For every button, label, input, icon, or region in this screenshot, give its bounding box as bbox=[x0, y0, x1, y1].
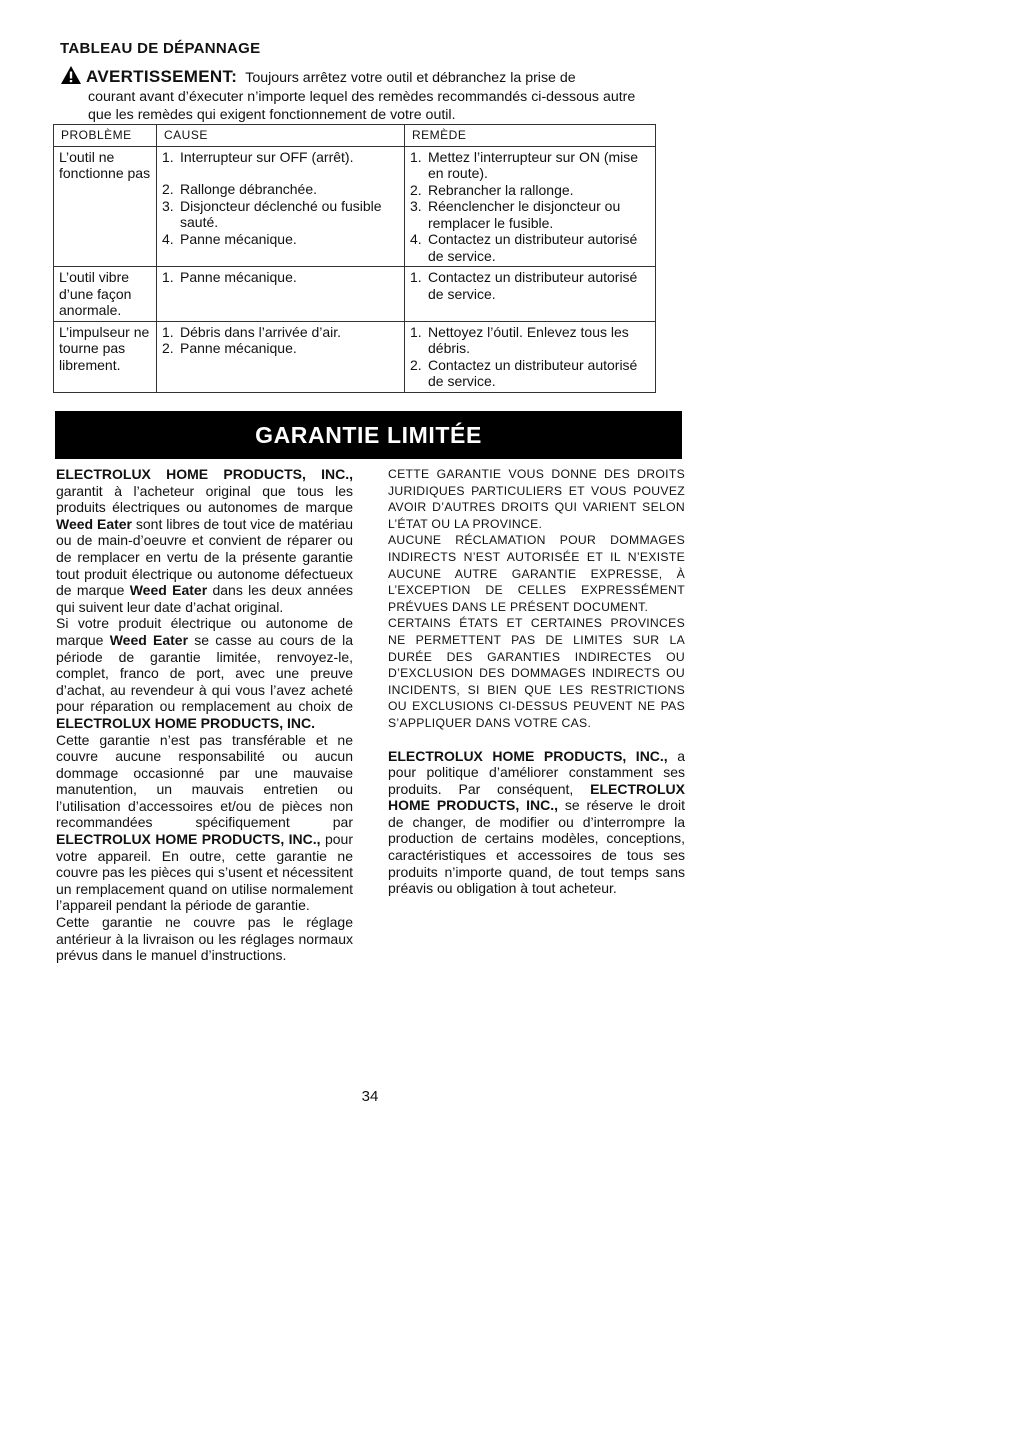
warranty-paragraph: Cette garantie n’est pas transférable et ne couvre aucune responsabilité ou aucun dommage occasionné par une mauvaise manutention, un mauvais entretien ou l’utilisation d’accessoires et/ou de pièces non recommandées spécifiquement par ELECTROLUX HOME PRODUCTS, INC., pour votre appareil. En outre, cette garantie ne couvre pas les pièces qui s’usent et nécessitent un remplacement quand on utilise normalement l’appareil pendant la période de garantie. bbox=[56, 731, 353, 914]
problem-cell: L’impulseur ne tourne pas librement. bbox=[54, 321, 157, 392]
rights-notice: CETTE GARANTIE VOUS DONNE DES DROITS JURIDIQUES PARTICULIERS ET VOUS POUVEZ AVOIR D’AUTRES DROITS QUI VARIENT SELON L’ÉTAT OU LA PROVINCE. bbox=[388, 467, 685, 531]
state-limits-notice: CERTAINS ÉTATS ET CERTAINES PROVINCES NE PERMETTENT PAS DE LIMITES SUR LA DURÉE DES GARANTIES INDIRECTES OU D’EXCLUSION DES DOMMAGES INDIRECTS OU INCIDENTS, SI BIEN QUE LES RESTRICTIONS OU EXCLUSIONS CI-DESSUS PEUVENT NE PAS S’APPLIQUER DANS VOTRE CAS. bbox=[388, 616, 685, 730]
problem-cell: L’outil ne fonctionne pas bbox=[54, 146, 157, 267]
warning-block bbox=[60, 62, 660, 125]
warning-text-rest: courant avant d’éxecuter n’importe lequel des remèdes recommandés ci-dessous autre que les remèdes qui exigent fonctionnement de votre outil. bbox=[88, 88, 636, 123]
table-row bbox=[54, 321, 656, 392]
remedy-item: Contactez un distributeur autorisé de service. bbox=[428, 231, 638, 264]
header-cause: CAUSE bbox=[157, 125, 405, 147]
header-problem: PROBLÈME bbox=[54, 125, 157, 147]
warranty-left-column bbox=[56, 466, 353, 964]
warranty-right-column bbox=[388, 466, 685, 897]
product-policy: ELECTROLUX HOME PRODUCTS, INC., a pour politique d’améliorer constamment ses produits. Par conséquent, ELECTROLUX HOME PRODUCTS, INC., se réserve le droit de changer, de modifier ou d’interrompre la production de certains modèles, conceptions, caractéristiques et accessoires de tous ses produits n’importe quand, de tout temps sans préavis ou obligation à tout acheteur. bbox=[388, 747, 685, 897]
warranty-paragraph: Si votre produit électrique ou autonome de marque Weed Eater se casse au cours de la période de garantie limitée, renvoyez-le, complet, franco de port, avec une preuve d’achat, au revendeur à qui vous l’avez acheté pour réparation ou remplacement au choix de ELECTROLUX HOME PRODUCTS, INC. bbox=[56, 615, 353, 731]
cause-item: Disjoncteur déclenché ou fusible sauté. bbox=[180, 197, 382, 230]
remedy-cell: 1. Mettez l’interrupteur sur ON (mise en route). 2. Rebrancher la rallonge. 3. Réenclencher le disjoncteur ou remplacer le fusible. 4. Contactez un distributeur autorisé de service. bbox=[405, 146, 656, 267]
cause-cell: 1. Panne mécanique. bbox=[157, 267, 405, 322]
damages-notice: AUCUNE RÉCLAMATION POUR DOMMAGES INDIRECTS N’EST AUTORISÉE ET IL N’EXISTE AUCUNE AUTRE GARANTIE EXPRESSE, À L’EXCEPTION DE CELLES EXPRESSÉMENT PRÉVUES DANS LE PRÉSENT DOCUMENT. bbox=[388, 533, 685, 614]
warranty-banner: GARANTIE LIMITÉE bbox=[55, 411, 682, 459]
problem-cell: L’outil vibre d’une façon anormale. bbox=[54, 267, 157, 322]
troubleshooting-table bbox=[53, 124, 656, 393]
header-remedy: REMÈDE bbox=[405, 125, 656, 147]
cause-item: Débris dans l’arrivée d’air. bbox=[180, 323, 342, 340]
remedy-item: Réenclencher le disjoncteur ou remplacer le fusible. bbox=[428, 198, 621, 231]
remedy-item: Contactez un distributeur autorisé de service. bbox=[428, 269, 638, 302]
warning-text-line1: Toujours arrêtez votre outil et débranchez la prise de bbox=[245, 70, 576, 86]
remedy-item: Rebrancher la rallonge. bbox=[428, 181, 574, 198]
warranty-paragraph: Cette garantie ne couvre pas le réglage antérieur à la livraison ou les réglages normaux prévus dans le manuel d’instructions. bbox=[56, 914, 353, 964]
table-header-row bbox=[54, 125, 656, 147]
remedy-cell: 1. Nettoyez l’óutil. Enlevez tous les débris. 2. Contactez un distributeur autorisé de service. bbox=[405, 321, 656, 392]
table-row bbox=[54, 146, 656, 267]
cause-item: Panne mécanique. bbox=[180, 230, 297, 247]
remedy-item: Mettez l’interrupteur sur ON (mise en route). bbox=[428, 148, 639, 181]
warning-triangle-icon bbox=[60, 65, 82, 85]
cause-item: Rallonge débranchée. bbox=[180, 181, 317, 197]
warning-label: AVERTISSEMENT: bbox=[86, 67, 238, 86]
page-number: 34 bbox=[361, 1088, 379, 1105]
remedy-cell: 1. Contactez un distributeur autorisé de service. bbox=[405, 267, 656, 322]
cause-cell: 1. Débris dans l’arrivée d’air. 2. Panne mécanique. bbox=[157, 321, 405, 392]
cause-item: Panne mécanique. bbox=[180, 340, 297, 356]
cause-item: Interrupteur sur OFF (arrêt). bbox=[180, 148, 354, 165]
cause-item: Panne mécanique. bbox=[180, 269, 297, 285]
remedy-item: Nettoyez l’óutil. Enlevez tous les débris. bbox=[428, 323, 629, 356]
remedy-item: Contactez un distributeur autorisé de service. bbox=[428, 356, 638, 389]
troubleshooting-title: TABLEAU DE DÉPANNAGE bbox=[60, 40, 261, 57]
cause-cell: 1. Interrupteur sur OFF (arrêt). 2. Rallonge débranchée. 3. Disjoncteur déclenché ou fusible sauté. 4. Panne mécanique. bbox=[157, 146, 405, 267]
table-row bbox=[54, 267, 656, 322]
warranty-paragraph: ELECTROLUX HOME PRODUCTS, INC., garantit à l’acheteur original que tous les produits électriques ou autonomes de marque Weed Eater sont libres de tout vice de matériau ou de main-d’oeuvre et convient de réparer ou de remplacer en vertu de la présente garantie tout produit électrique ou autonome défectueux de marque Weed Eater dans les deux années qui suivent leur date d’achat original. bbox=[56, 466, 354, 615]
